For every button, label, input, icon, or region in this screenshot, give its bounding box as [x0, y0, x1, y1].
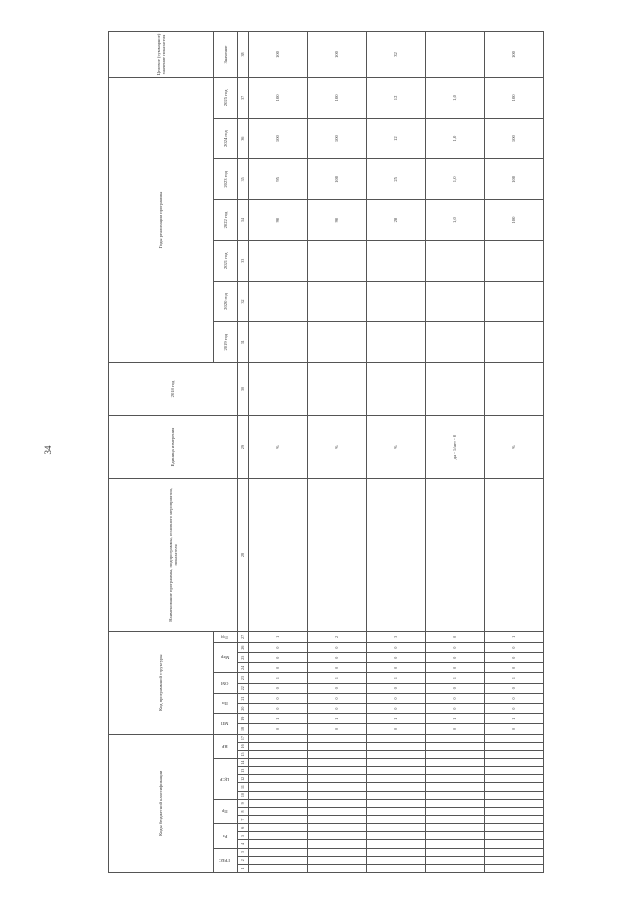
- program-code-cell: 0: [249, 683, 308, 693]
- indicator-description: [426, 479, 485, 632]
- year-value-cell: 1,0: [426, 200, 485, 241]
- budget-code-cell: [249, 750, 308, 758]
- budget-code-cell: [249, 775, 308, 783]
- budget-code-cell: [485, 783, 544, 791]
- budget-code-cell: [249, 799, 308, 807]
- year-value-cell: 100: [485, 118, 544, 159]
- budget-code-cell: [308, 767, 367, 775]
- program-code-cell: 0: [426, 704, 485, 714]
- budget-code-cell: [426, 840, 485, 848]
- budget-code-cell: [249, 864, 308, 872]
- program-code-cell: 0: [308, 693, 367, 703]
- budget-code-cell: [485, 791, 544, 799]
- unit-cell: %: [367, 416, 426, 479]
- program-subcol: Год: [214, 631, 238, 642]
- year-value-cell: 100: [485, 159, 544, 200]
- program-code-cell: 0: [249, 653, 308, 663]
- column-number: 17: [238, 734, 249, 742]
- budget-code-cell: [485, 824, 544, 832]
- column-number: 18: [238, 724, 249, 734]
- column-number: 21: [238, 693, 249, 703]
- budget-code-cell: [426, 734, 485, 742]
- program-code-cell: 0: [308, 653, 367, 663]
- budget-code-cell: [485, 759, 544, 767]
- unit-header: Единица измерения: [109, 416, 238, 479]
- budget-code-cell: [367, 856, 426, 864]
- budget-code-cell: [308, 750, 367, 758]
- base-year-header: 2018 год: [109, 363, 238, 416]
- indicator-description: [249, 479, 308, 632]
- budget-subcol: ГРБС: [214, 848, 238, 872]
- budget-code-cell: [308, 840, 367, 848]
- base-year-cell: [426, 363, 485, 416]
- program-code-cell: 0: [308, 704, 367, 714]
- table-row: [367, 32, 426, 873]
- budget-code-cell: [367, 742, 426, 750]
- target-value-cell: 100: [308, 32, 367, 78]
- year-value-cell: [485, 281, 544, 322]
- column-number: 28: [238, 479, 249, 632]
- year-header: 2020 год: [214, 281, 238, 322]
- program-code-cell: 0: [367, 683, 426, 693]
- column-number: 4: [238, 840, 249, 848]
- program-code-cell: 1: [485, 714, 544, 724]
- unit-cell: %: [308, 416, 367, 479]
- program-code-cell: 0: [367, 642, 426, 652]
- column-number: 34: [238, 200, 249, 241]
- program-code-cell: 2: [308, 631, 367, 642]
- year-value-cell: 95: [249, 159, 308, 200]
- budget-code-cell: [426, 759, 485, 767]
- budget-code-cell: [426, 856, 485, 864]
- program-code-cell: 0: [485, 704, 544, 714]
- budget-code-cell: [249, 742, 308, 750]
- budget-code-cell: [249, 816, 308, 824]
- base-year-cell: [367, 363, 426, 416]
- program-code-cell: 0: [485, 653, 544, 663]
- year-value-cell: [308, 322, 367, 363]
- program-code-cell: 1: [308, 673, 367, 683]
- column-number: 24: [238, 663, 249, 673]
- program-code-cell: 0: [308, 683, 367, 693]
- budget-code-cell: [249, 783, 308, 791]
- program-code-cell: 1: [485, 631, 544, 642]
- year-value-cell: 100: [308, 159, 367, 200]
- column-number: 8: [238, 807, 249, 815]
- program-code-cell: 0: [426, 653, 485, 663]
- column-number: 10: [238, 791, 249, 799]
- year-value-cell: 12: [367, 118, 426, 159]
- year-header: 2025 год: [214, 78, 238, 119]
- budget-code-cell: [308, 783, 367, 791]
- column-number: 3: [238, 848, 249, 856]
- program-subcol: Мер: [214, 642, 238, 673]
- column-number: 6: [238, 824, 249, 832]
- year-header: 2021 год: [214, 240, 238, 281]
- budget-code-cell: [367, 791, 426, 799]
- budget-code-cell: [308, 799, 367, 807]
- program-code-cell: 0: [308, 724, 367, 734]
- budget-code-cell: [426, 864, 485, 872]
- budget-code-cell: [485, 799, 544, 807]
- indicator-description: [485, 479, 544, 632]
- budget-code-cell: [249, 824, 308, 832]
- program-code-cell: 0: [367, 704, 426, 714]
- program-code-cell: 0: [485, 642, 544, 652]
- budget-code-cell: [367, 775, 426, 783]
- budget-code-cell: [367, 840, 426, 848]
- program-code-cell: 1: [308, 714, 367, 724]
- budget-code-cell: [426, 750, 485, 758]
- program-code-cell: 0: [485, 683, 544, 693]
- year-value-cell: 25: [367, 159, 426, 200]
- year-value-cell: 100: [249, 78, 308, 119]
- year-value-cell: [249, 281, 308, 322]
- column-number: 15: [238, 750, 249, 758]
- year-value-cell: 1,0: [426, 78, 485, 119]
- budget-code-cell: [249, 840, 308, 848]
- budget-code-cell: [308, 791, 367, 799]
- budget-code-cell: [308, 742, 367, 750]
- column-number-row: [238, 32, 249, 873]
- budget-code-cell: [308, 864, 367, 872]
- column-number: 1: [238, 864, 249, 872]
- year-value-cell: 100: [249, 118, 308, 159]
- budget-code-cell: [485, 856, 544, 864]
- column-number: 11: [238, 783, 249, 791]
- budget-code-cell: [426, 848, 485, 856]
- program-code-cell: 0: [249, 724, 308, 734]
- budget-code-cell: [426, 775, 485, 783]
- budget-code-cell: [426, 742, 485, 750]
- budget-code-cell: [308, 824, 367, 832]
- year-value-cell: [367, 240, 426, 281]
- column-number: 16: [238, 742, 249, 750]
- base-year-cell: [308, 363, 367, 416]
- budget-code-cell: [367, 799, 426, 807]
- page-number: 34: [43, 445, 53, 455]
- budget-classification-header: Коды бюджетной классификации: [109, 734, 214, 872]
- year-header: 2023 год: [214, 159, 238, 200]
- column-number: 22: [238, 683, 249, 693]
- program-code-cell: 0: [485, 663, 544, 673]
- budget-code-cell: [367, 734, 426, 742]
- budget-code-cell: [308, 856, 367, 864]
- year-header: 2024 год: [214, 118, 238, 159]
- program-indicators-table: [108, 31, 544, 873]
- budget-code-cell: [367, 807, 426, 815]
- target-level-header: Целевое (суммарное) значение показателя: [109, 32, 214, 78]
- year-value-cell: [426, 240, 485, 281]
- budget-code-cell: [426, 816, 485, 824]
- program-subcol: Пп: [214, 693, 238, 713]
- column-number: 29: [238, 416, 249, 479]
- target-value-cell: 100: [249, 32, 308, 78]
- program-code-cell: 0: [249, 642, 308, 652]
- budget-code-cell: [485, 750, 544, 758]
- year-value-cell: 100: [308, 78, 367, 119]
- budget-subcol: Рз: [214, 824, 238, 848]
- budget-code-cell: [249, 807, 308, 815]
- budget-code-cell: [426, 799, 485, 807]
- budget-code-cell: [485, 848, 544, 856]
- program-subcol: ОМ: [214, 673, 238, 693]
- program-code-cell: 0: [426, 724, 485, 734]
- column-number: 37: [238, 78, 249, 119]
- indicator-description: [308, 479, 367, 632]
- rotated-table-sheet: [108, 31, 531, 873]
- budget-code-cell: [485, 742, 544, 750]
- budget-code-cell: [367, 767, 426, 775]
- budget-code-cell: [249, 759, 308, 767]
- year-value-cell: 1,0: [426, 118, 485, 159]
- budget-code-cell: [249, 856, 308, 864]
- budget-code-cell: [308, 848, 367, 856]
- year-value-cell: [426, 322, 485, 363]
- program-code-cell: 1: [249, 673, 308, 683]
- program-code-cell: 0: [426, 631, 485, 642]
- budget-code-cell: [308, 816, 367, 824]
- column-number: 2: [238, 856, 249, 864]
- budget-code-cell: [485, 864, 544, 872]
- target-value-cell: [426, 32, 485, 78]
- budget-code-cell: [485, 775, 544, 783]
- program-code-cell: 0: [308, 663, 367, 673]
- year-value-cell: [308, 281, 367, 322]
- budget-code-cell: [367, 864, 426, 872]
- program-code-cell: 1: [249, 714, 308, 724]
- column-number: 35: [238, 159, 249, 200]
- budget-subcol: ЦСР: [214, 759, 238, 800]
- column-number: 20: [238, 704, 249, 714]
- year-value-cell: 12: [367, 78, 426, 119]
- program-code-cell: 0: [367, 724, 426, 734]
- unit-cell: %: [485, 416, 544, 479]
- budget-code-cell: [426, 791, 485, 799]
- column-number: 19: [238, 714, 249, 724]
- budget-code-cell: [308, 734, 367, 742]
- year-header: 2022 год: [214, 200, 238, 241]
- column-number: 7: [238, 816, 249, 824]
- budget-code-cell: [485, 816, 544, 824]
- year-value-cell: 90: [308, 200, 367, 241]
- budget-code-cell: [249, 734, 308, 742]
- program-code-cell: 1: [426, 714, 485, 724]
- program-code-cell: 0: [426, 683, 485, 693]
- budget-code-cell: [485, 767, 544, 775]
- year-value-cell: [249, 322, 308, 363]
- budget-code-cell: [426, 832, 485, 840]
- column-number: 27: [238, 631, 249, 642]
- column-number: 32: [238, 281, 249, 322]
- budget-code-cell: [426, 824, 485, 832]
- column-number: 38: [238, 32, 249, 78]
- budget-code-cell: [308, 807, 367, 815]
- column-number: 26: [238, 642, 249, 652]
- year-value-cell: [308, 240, 367, 281]
- table-row: [249, 32, 308, 873]
- column-number: 33: [238, 240, 249, 281]
- budget-code-cell: [308, 775, 367, 783]
- year-value-cell: 90: [249, 200, 308, 241]
- year-value-cell: [249, 240, 308, 281]
- budget-code-cell: [485, 832, 544, 840]
- program-code-cell: 1: [485, 673, 544, 683]
- indicator-description: [367, 479, 426, 632]
- table-row: [426, 32, 485, 873]
- target-value-cell: 32: [367, 32, 426, 78]
- program-code-cell: 0: [367, 653, 426, 663]
- budget-code-cell: [367, 759, 426, 767]
- budget-code-cell: [367, 848, 426, 856]
- program-code-cell: 1: [249, 631, 308, 642]
- budget-code-cell: [485, 734, 544, 742]
- base-year-cell: [485, 363, 544, 416]
- program-code-cell: 0: [308, 642, 367, 652]
- program-code-cell: 0: [426, 642, 485, 652]
- program-code-cell: 3: [367, 631, 426, 642]
- table-row: [485, 32, 544, 873]
- column-number: 14: [238, 759, 249, 767]
- budget-code-cell: [367, 750, 426, 758]
- base-year-cell: [249, 363, 308, 416]
- budget-code-cell: [485, 840, 544, 848]
- budget-code-cell: [249, 848, 308, 856]
- program-code-cell: 1: [426, 673, 485, 683]
- table-row: [308, 32, 367, 873]
- budget-code-cell: [426, 783, 485, 791]
- target-value-cell: 100: [485, 32, 544, 78]
- column-number: 13: [238, 767, 249, 775]
- column-number: 9: [238, 799, 249, 807]
- program-code-cell: 0: [249, 663, 308, 673]
- column-number: 31: [238, 322, 249, 363]
- column-number: 23: [238, 673, 249, 683]
- program-structure-header: Код программной структуры: [109, 631, 214, 734]
- program-years-header: Годы реализации программы: [109, 78, 214, 363]
- year-value-cell: 1,0: [426, 159, 485, 200]
- program-code-cell: 0: [367, 693, 426, 703]
- year-value-cell: [485, 322, 544, 363]
- indicator-description-header: Наименование программы, подпрограммы, основного мероприятия, показателя: [109, 479, 238, 632]
- year-value-cell: [485, 240, 544, 281]
- unit-cell: да - 1/нет - 0: [426, 416, 485, 479]
- budget-code-cell: [367, 832, 426, 840]
- year-value-cell: [367, 322, 426, 363]
- program-code-cell: 1: [367, 673, 426, 683]
- target-value-header: Значение: [214, 32, 238, 78]
- budget-code-cell: [249, 791, 308, 799]
- program-subcol: МП: [214, 714, 238, 734]
- budget-code-cell: [367, 816, 426, 824]
- year-value-cell: [367, 281, 426, 322]
- column-number: 36: [238, 118, 249, 159]
- table-body: [249, 32, 544, 873]
- column-number: 12: [238, 775, 249, 783]
- program-code-cell: 0: [367, 663, 426, 673]
- program-code-cell: 0: [249, 704, 308, 714]
- budget-code-cell: [426, 767, 485, 775]
- column-number: 25: [238, 653, 249, 663]
- program-code-cell: 0: [485, 693, 544, 703]
- budget-subcol: Пр: [214, 799, 238, 823]
- budget-code-cell: [249, 832, 308, 840]
- column-number: 5: [238, 832, 249, 840]
- year-value-cell: [426, 281, 485, 322]
- year-header: 2019 год: [214, 322, 238, 363]
- budget-code-cell: [485, 807, 544, 815]
- year-value-cell: 100: [485, 78, 544, 119]
- year-value-cell: 100: [308, 118, 367, 159]
- budget-code-cell: [249, 767, 308, 775]
- program-code-cell: 0: [426, 693, 485, 703]
- budget-code-cell: [308, 832, 367, 840]
- budget-subcol: ВР: [214, 734, 238, 759]
- budget-code-cell: [426, 807, 485, 815]
- program-code-cell: 0: [426, 663, 485, 673]
- year-value-cell: 100: [485, 200, 544, 241]
- program-code-cell: 1: [367, 714, 426, 724]
- program-code-cell: 0: [485, 724, 544, 734]
- year-value-cell: 28: [367, 200, 426, 241]
- program-code-cell: 0: [249, 693, 308, 703]
- budget-code-cell: [367, 824, 426, 832]
- column-number: 30: [238, 363, 249, 416]
- budget-code-cell: [367, 783, 426, 791]
- budget-code-cell: [308, 759, 367, 767]
- unit-cell: %: [249, 416, 308, 479]
